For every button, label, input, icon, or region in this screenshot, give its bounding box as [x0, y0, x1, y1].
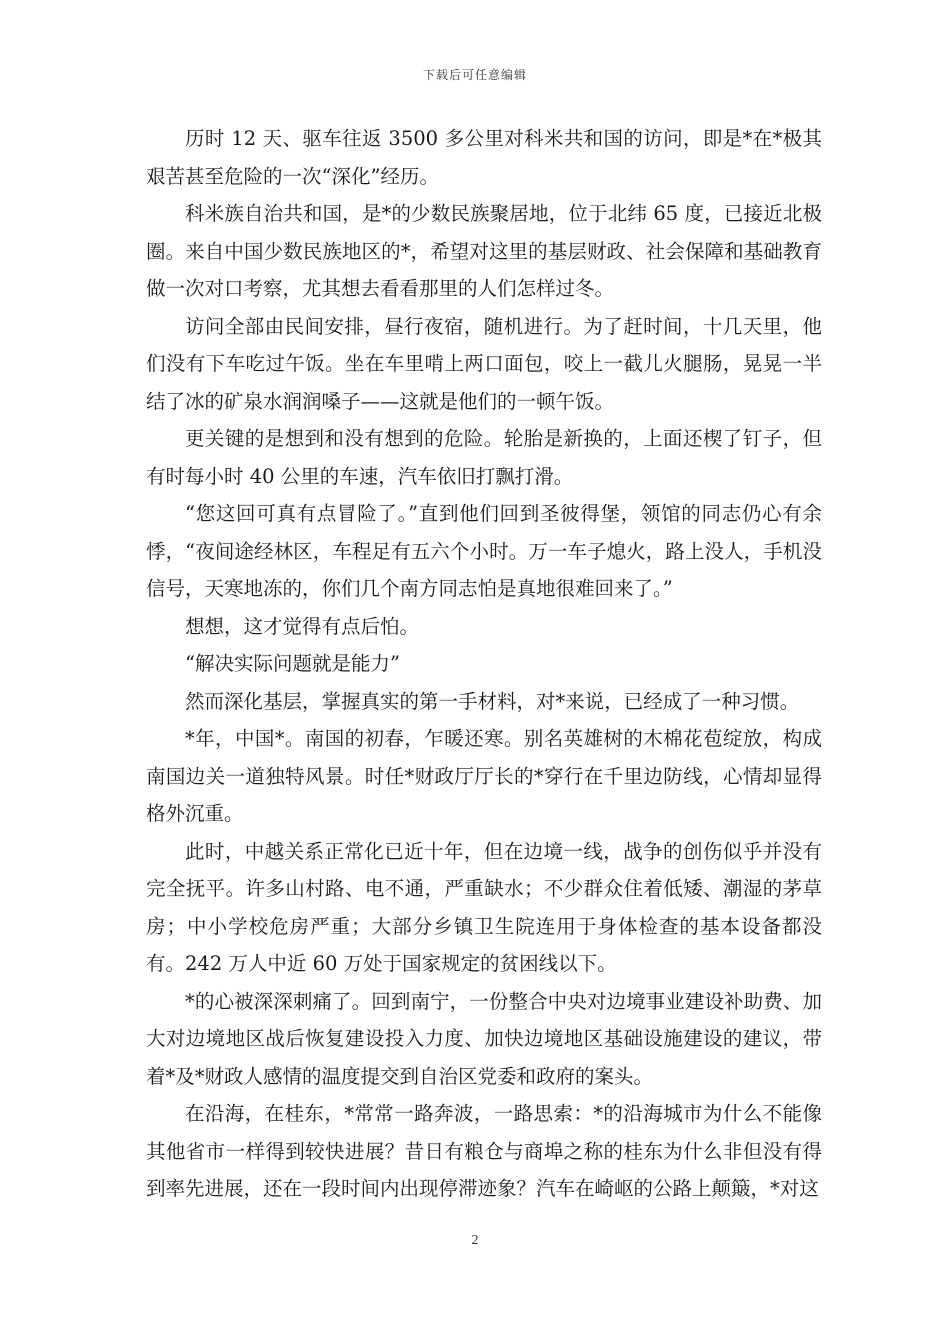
- paragraph: 科米族自治共和国，是*的少数民族聚居地，位于北纬 65 度，已接近北极圈。来自中国少数民族地区的*，希望对这里的基层财政、社会保障和基础教育做一次对口考察，尤其想去看看那里的人们怎样过冬。: [146, 202, 822, 300]
- paragraph: 想想，这才觉得有点后怕。: [185, 614, 420, 638]
- section-heading: “解决实际问题就是能力”: [185, 652, 400, 675]
- paragraph: “您这回可真有点冒险了。”直到他们回到圣彼得堡，领馆的同志仍心有余悸，“夜间途经林区，车程足有五六个小时。万一车子熄火，路上没人，手机没信号，天寒地冻的，你们几个南方同志怕是真地很难回来了。”: [146, 502, 822, 600]
- document-body: [146, 120, 822, 1208]
- page-number: 2: [471, 1233, 479, 1248]
- paragraph: *年，中国*。南国的初春，乍暖还寒。别名英雄树的木棉花苞绽放，构成南国边关一道独特风景。时任*财政厅厅长的*穿行在千里边防线，心情却显得格外沉重。: [146, 727, 822, 825]
- paragraph: 历时 12 天、驱车往返 3500 多公里对科米共和国的访问，即是*在*极其艰苦甚至危险的一次“深化”经历。: [146, 127, 822, 188]
- paragraph: 然而深化基层，掌握真实的第一手材料，对*来说，已经成了一种习惯。: [185, 689, 800, 713]
- paragraph: 在沿海，在桂东，*常常一路奔波，一路思索：*的沿海城市为什么不能像其他省市一样得到较快进展？昔日有粮仓与商埠之称的桂东为什么非但没有得到率先进展，还在一段时间内出现停滞迹象？汽车在崎岖的公路上颠簸，*对这: [146, 1102, 822, 1200]
- paragraph: *的心被深深刺痛了。回到南宁，一份整合中央对边境事业建设补助费、加大对边境地区战后恢复建设投入力度、加快边境地区基础设施建设的建议，带着*及*财政人感情的温度提交到自治区党委和政府的案头。: [146, 989, 822, 1088]
- paragraph: 更关键的是想到和没有想到的危险。轮胎是新换的，上面还楔了钉子，但有时每小时 40 公里的车速，汽车依旧打飘打滑。: [146, 427, 822, 488]
- paragraph: 访问全部由民间安排，昼行夜宿，随机进行。为了赶时间，十几天里，他们没有下车吃过午饭。坐在车里啃上两口面包，咬上一截儿火腿肠，晃晃一半结了冰的矿泉水润润嗓子——这就是他们的一顿午饭。: [146, 314, 822, 413]
- paragraph: 此时，中越关系正常化已近十年，但在边境一线，战争的创伤似乎并没有完全抚平。许多山村路、电不通，严重缺水；不少群众住着低矮、潮湿的茅草房；中小学校危房严重；大部分乡镇卫生院连用于身体检查的基本设备都没有。242 万人中近 60 万处于国家规定的贫困线以下。: [146, 839, 822, 975]
- page-header: 下载后可任意编辑: [422, 68, 527, 82]
